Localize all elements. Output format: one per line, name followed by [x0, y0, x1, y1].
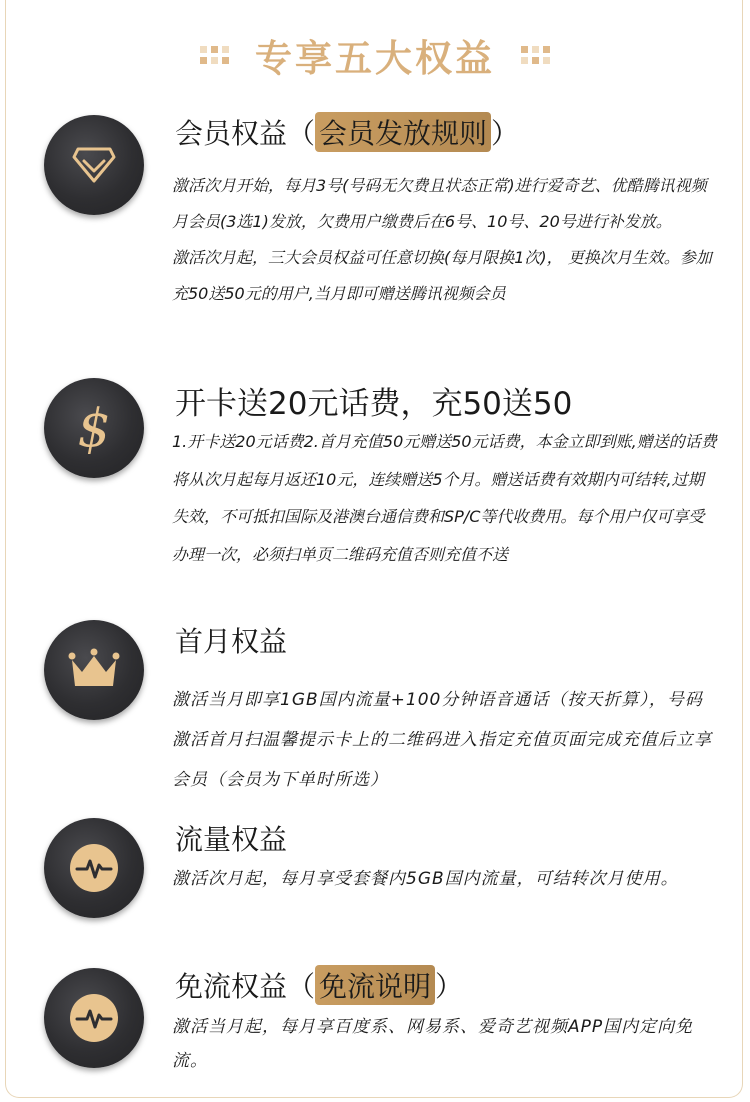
section-title: 免流权益 （ 免流说明 ）: [175, 965, 463, 1005]
section-title: 开卡送20元话费，充50送50: [175, 386, 573, 422]
section-title: 会员权益 （ 会员发放规则 ）: [175, 112, 519, 152]
page-header: [0, 30, 750, 80]
crown-icon: [44, 620, 144, 720]
pulse-icon: [44, 968, 144, 1068]
membership-rules-link[interactable]: 会员发放规则: [315, 112, 491, 152]
svg-text:$: $: [77, 399, 111, 458]
dollar-icon: [44, 378, 144, 478]
diamond-icon: [44, 115, 144, 215]
section-title: 首月权益: [175, 625, 288, 658]
section-title: 流量权益: [175, 823, 288, 856]
section-description: 1.开卡送20元话费2.首月充值50元赠送50元话费，本金立即到账,赠送的话费将从次月起每月返还10元，连续赠送5个月。赠送话费有效期内可结转,过期失效，不可抵扣国际及港澳台通信费和SP/C等代收费用。每个用户仅可享受办理一次，必须扫单页二维码充值否则充值不送: [172, 432, 717, 564]
section-description: 激活次月起，每月享受套餐内5GB国内流量，可结转次月使用。: [172, 869, 679, 889]
page-title: 专享五大权益: [255, 37, 495, 80]
section-description: 激活当月即享1GB国内流量+100分钟语音通话（按天折算），号码激活首月扫温馨提示卡上的二维码进入指定充值页面完成充值后立享会员（会员为下单时所选）: [172, 690, 712, 790]
section-description: 激活当月起，每月享百度系、网易系、爱奇艺视频APP国内定向免流。: [172, 1017, 694, 1071]
header-deco-left: [200, 46, 229, 64]
section-description: 激活次月开始，每月3号(号码无欠费且状态正常)进行爱奇艺、优酷腾讯视频月会员(3选1)发放，欠费用户缴费后在6号、10号、20号进行补发放。 激活次月起，三大会员权益可任意切换(每月限换1次)， 更换次月生效。参加充50送50元的用户,当月即可赠送腾讯视频会员: [172, 176, 712, 303]
header-deco-right: [521, 46, 550, 64]
pulse-icon: [44, 818, 144, 918]
free-data-info-link[interactable]: 免流说明: [315, 965, 435, 1005]
